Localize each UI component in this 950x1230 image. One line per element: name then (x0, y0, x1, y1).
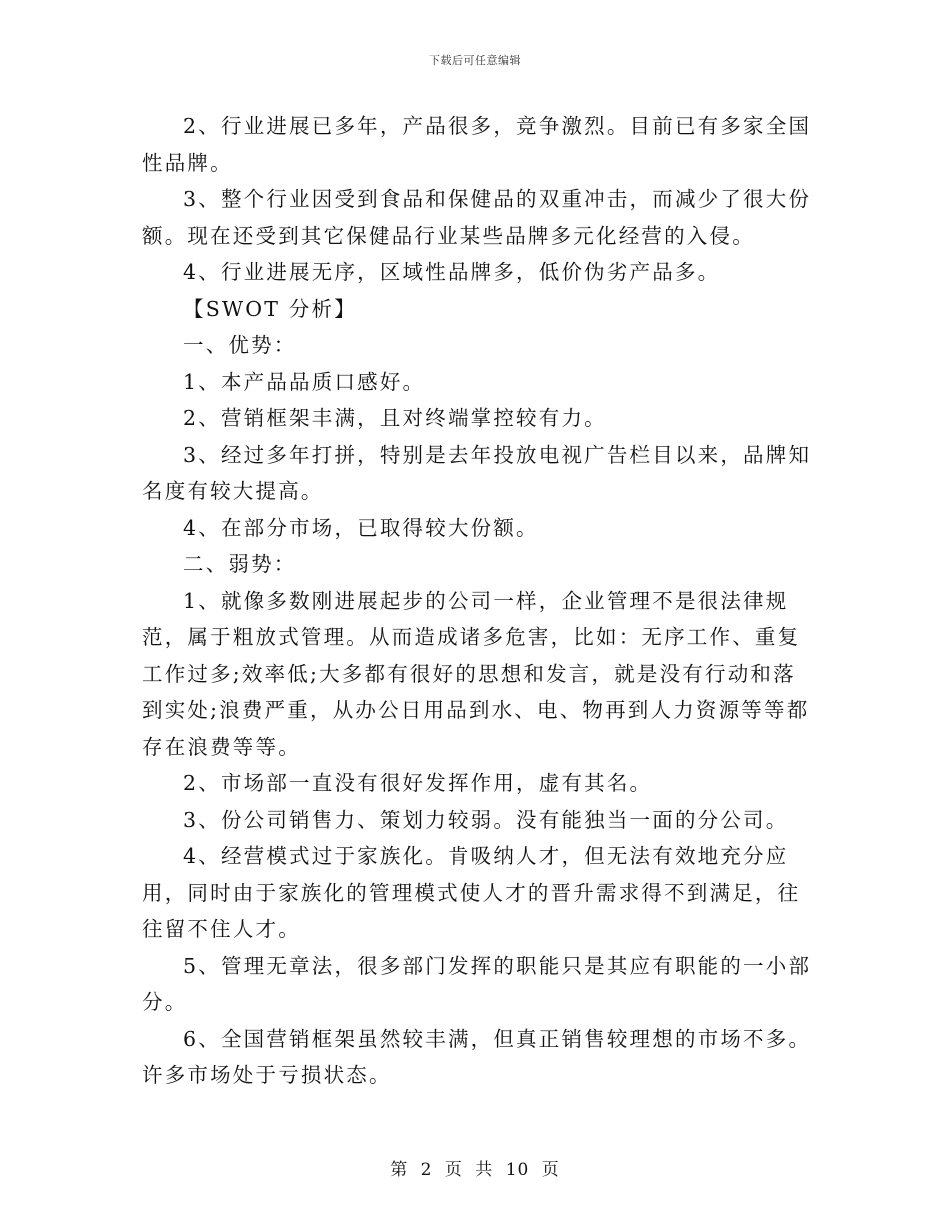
page-header: 下载后可任意编辑 (429, 54, 521, 67)
paragraph: 2、营销框架丰满，且对终端掌控较有力。 (183, 406, 607, 430)
paragraph: 2、行业进展已多年，产品很多，竞争激烈。目前已有多家全国性品牌。 (142, 114, 812, 175)
paragraph: 1、就像多数刚进展起步的公司一样，企业管理不是很法律规范，属于粗放式管理。从而造成诸多危害，比如：无序工作、重复工作过多;效率低;大多都有很好的思想和发言，就是没有行动和落到实处;浪费严重，从办公日用品到水、电、物再到人力资源等等都存在浪费等等。 (142, 588, 810, 759)
paragraph: 4、行业进展无序，区域性品牌多，低价伪劣产品多。 (183, 260, 721, 284)
subsection-heading: 二、弱势： (183, 552, 297, 576)
paragraph: 2、市场部一直没有很好发挥作用，虚有其名。 (183, 771, 653, 795)
document-body (142, 108, 812, 1094)
paragraph: 3、整个行业因受到食品和保健品的双重冲击，而减少了很大份额。现在还受到其它保健品行业某些品牌多元化经营的入侵。 (142, 187, 812, 248)
paragraph: 4、在部分市场，已取得较大份额。 (183, 515, 539, 540)
paragraph: 5、管理无章法，很多部门发挥的职能只是其应有职能的一小部分。 (142, 953, 812, 1014)
paragraph: 1、本产品品质口感好。 (183, 369, 426, 394)
page-number-footer: 第 2 页 共 10 页 (390, 1160, 560, 1180)
paragraph: 3、份公司销售力、策划力较弱。没有能独当一面的分公司。 (183, 807, 789, 832)
paragraph: 3、经过多年打拼，特别是去年投放电视广告栏目以来，品牌知名度有较大提高。 (142, 442, 812, 503)
subsection-heading: 一、优势： (183, 333, 297, 357)
paragraph: 6、全国营销框架虽然较丰满，但真正销售较理想的市场不多。许多市场处于亏损状态。 (142, 1026, 812, 1087)
paragraph: 4、经营模式过于家族化。肯吸纳人才，但无法有效地充分应用，同时由于家族化的管理模式使人才的晋升需求得不到满足，往往留不住人才。 (142, 844, 801, 941)
section-heading: 【SWOT 分析】 (183, 296, 357, 321)
